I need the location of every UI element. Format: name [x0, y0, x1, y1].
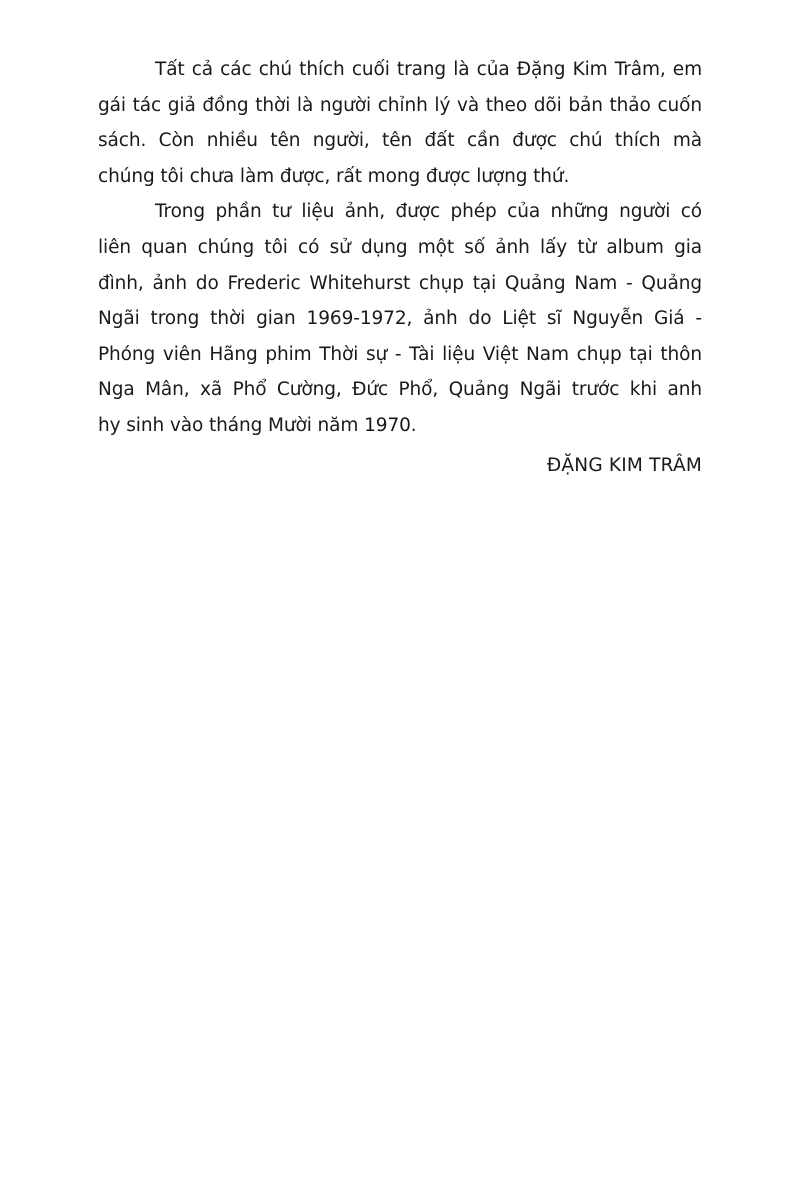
text-line: Tất cả các chú thích cuối trang là của Đặng Kim Trâm, em [155, 59, 702, 80]
text-line: sách. Còn nhiều tên người, tên đất cần được chú thích mà [98, 130, 702, 152]
text-line: chúng tôi chưa làm được, rất mong được lượng thứ. [98, 165, 570, 187]
text-line: liên quan chúng tôi có sử dụng một số ảnh lấy từ album gia [98, 236, 702, 258]
text-line: Nga Mân, xã Phổ Cường, Đức Phổ, Quảng Ngãi trước khi anh [98, 379, 702, 401]
text-line: Trong phần tư liệu ảnh, được phép của những người có [155, 201, 702, 223]
text-line: Phóng viên Hãng phim Thời sự - Tài liệu Việt Nam chụp tại thôn [98, 343, 702, 365]
document-page [98, 52, 702, 483]
author-signature: ĐẶNG KIM TRÂM [546, 454, 702, 476]
paragraph-photo-credits [98, 194, 702, 443]
text-line: hy sinh vào tháng Mười năm 1970. [98, 414, 417, 436]
text-line: gái tác giả đồng thời là người chỉnh lý và theo dõi bản thảo cuốn [98, 94, 702, 116]
paragraph-footnotes [98, 52, 702, 194]
text-line: đình, ảnh do Frederic Whitehurst chụp tại Quảng Nam - Quảng [98, 272, 702, 294]
text-line: Ngãi trong thời gian 1969-1972, ảnh do Liệt sĩ Nguyễn Giá - [98, 308, 702, 330]
